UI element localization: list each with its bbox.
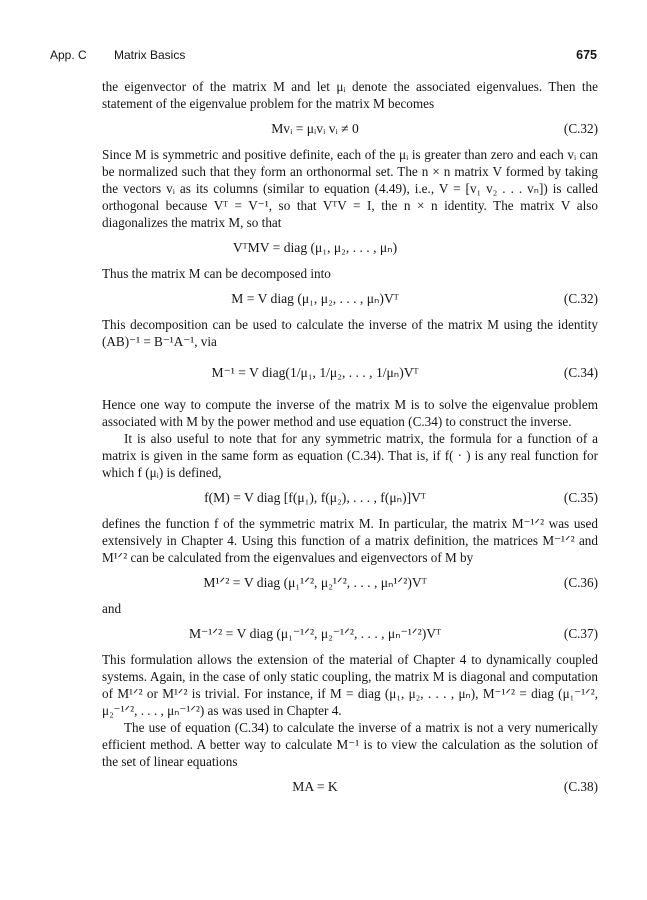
equation-diagonalization (102, 234, 598, 262)
equation-expression: f(M) = V diag [f(μ₁), f(μ₂), . . . , f(μₙ)]Vᵀ (204, 490, 426, 505)
paragraph: Hence one way to compute the inverse of the matrix M is to solve the eigenvalue problem associated with M by the power method and use equation (C.34) to construct the inverse. (102, 397, 598, 429)
equation-number: (C.38) (563, 779, 598, 794)
paragraph: This formulation allows the extension of the material of Chapter 4 to dynamically coupled systems. Again, in the case of only static coupling, the matrix M is diagonal and computation of M¹ᐟ² or M¹ᐟ² is trivial. For instance, if M = diag (μ₁, μ₂, . . . , μₙ), M⁻¹ᐟ² = diag (μ₁⁻¹ᐟ², μ₂⁻¹ᐟ², . . . , μₙ⁻¹ᐟ²) as was used in Chapter 4. (102, 652, 598, 718)
paragraph: The use of equation (C.34) to calculate the inverse of a matrix is not a very numerically efficient method. A better way to calculate M⁻¹ is to view the calculation as the solution of the set of linear equations (102, 720, 598, 769)
equation-c34 (102, 353, 598, 393)
page-number: 675 (576, 48, 597, 62)
equation-number: (C.37) (563, 626, 598, 641)
paragraph: This decomposition can be used to calculate the inverse of the matrix M using the identity (AB)⁻¹ = B⁻¹A⁻¹, via (102, 317, 598, 349)
equation-c36 (102, 569, 598, 597)
equation-number: (C.35) (563, 490, 598, 505)
equation-number: (C.32) (563, 121, 598, 136)
running-header-appendix: App. C (50, 48, 87, 62)
equation-expression: M¹ᐟ² = V diag (μ₁¹ᐟ², μ₂¹ᐟ², . . . , μₙ¹ᐟ²)Vᵀ (203, 575, 427, 590)
equation-c37 (102, 620, 598, 648)
page-body (102, 78, 598, 804)
equation-expression: Mvᵢ = μᵢvᵢ vᵢ ≠ 0 (271, 121, 359, 136)
equation-number: (C.36) (563, 575, 598, 590)
paragraph: It is also useful to note that for any symmetric matrix, the formula for a function of a matrix is given in the same form as equation (C.34). That is, if f( · ) is any real function for which f (μᵢ) is defined, (102, 431, 598, 480)
equation-expression: M⁻¹ᐟ² = V diag (μ₁⁻¹ᐟ², μ₂⁻¹ᐟ², . . . , μₙ⁻¹ᐟ²)Vᵀ (189, 626, 441, 641)
paragraph: defines the function f of the symmetric matrix M. In particular, the matrix M⁻¹ᐟ² was used extensively in Chapter 4. Using this function of a matrix definition, the matrices M⁻¹ᐟ² and M¹ᐟ² can be calculated from the eigenvalues and eigenvectors of M by (102, 516, 598, 565)
equation-c32-decomposition (102, 285, 598, 313)
equation-expression: M = V diag (μ₁, μ₂, . . . , μₙ)Vᵀ (231, 291, 399, 306)
running-header-section: Matrix Basics (114, 48, 186, 62)
equation-number: (C.34) (563, 365, 598, 380)
paragraph: Since M is symmetric and positive definite, each of the μᵢ is greater than zero and each vᵢ can be normalized such that they form an orthonormal set. The n × n matrix V formed by taking the vectors vᵢ as its columns (similar to equation (4.49), i.e., V = [v₁ v₂ . . . vₙ]) is called orthogonal because Vᵀ = V⁻¹, so that VᵀV = I, the n × n identity. The matrix V also diagonalizes the matrix M, so that (102, 147, 598, 230)
paragraph: Thus the matrix M can be decomposed into (102, 266, 331, 281)
equation-expression: MA = K (292, 779, 338, 794)
paragraph: and (102, 601, 122, 616)
equation-c32 (102, 115, 598, 143)
paragraph: the eigenvector of the matrix M and let μᵢ denote the associated eigenvalues. Then the statement of the eigenvalue problem for the matrix M becomes (102, 79, 598, 111)
equation-expression: M⁻¹ = V diag(1/μ₁, 1/μ₂, . . . , 1/μₙ)Vᵀ (211, 365, 419, 380)
equation-c38 (102, 773, 598, 801)
equation-c35 (102, 484, 598, 512)
equation-expression: VᵀMV = diag (μ₁, μ₂, . . . , μₙ) (232, 240, 398, 255)
equation-number: (C.32) (563, 291, 598, 306)
